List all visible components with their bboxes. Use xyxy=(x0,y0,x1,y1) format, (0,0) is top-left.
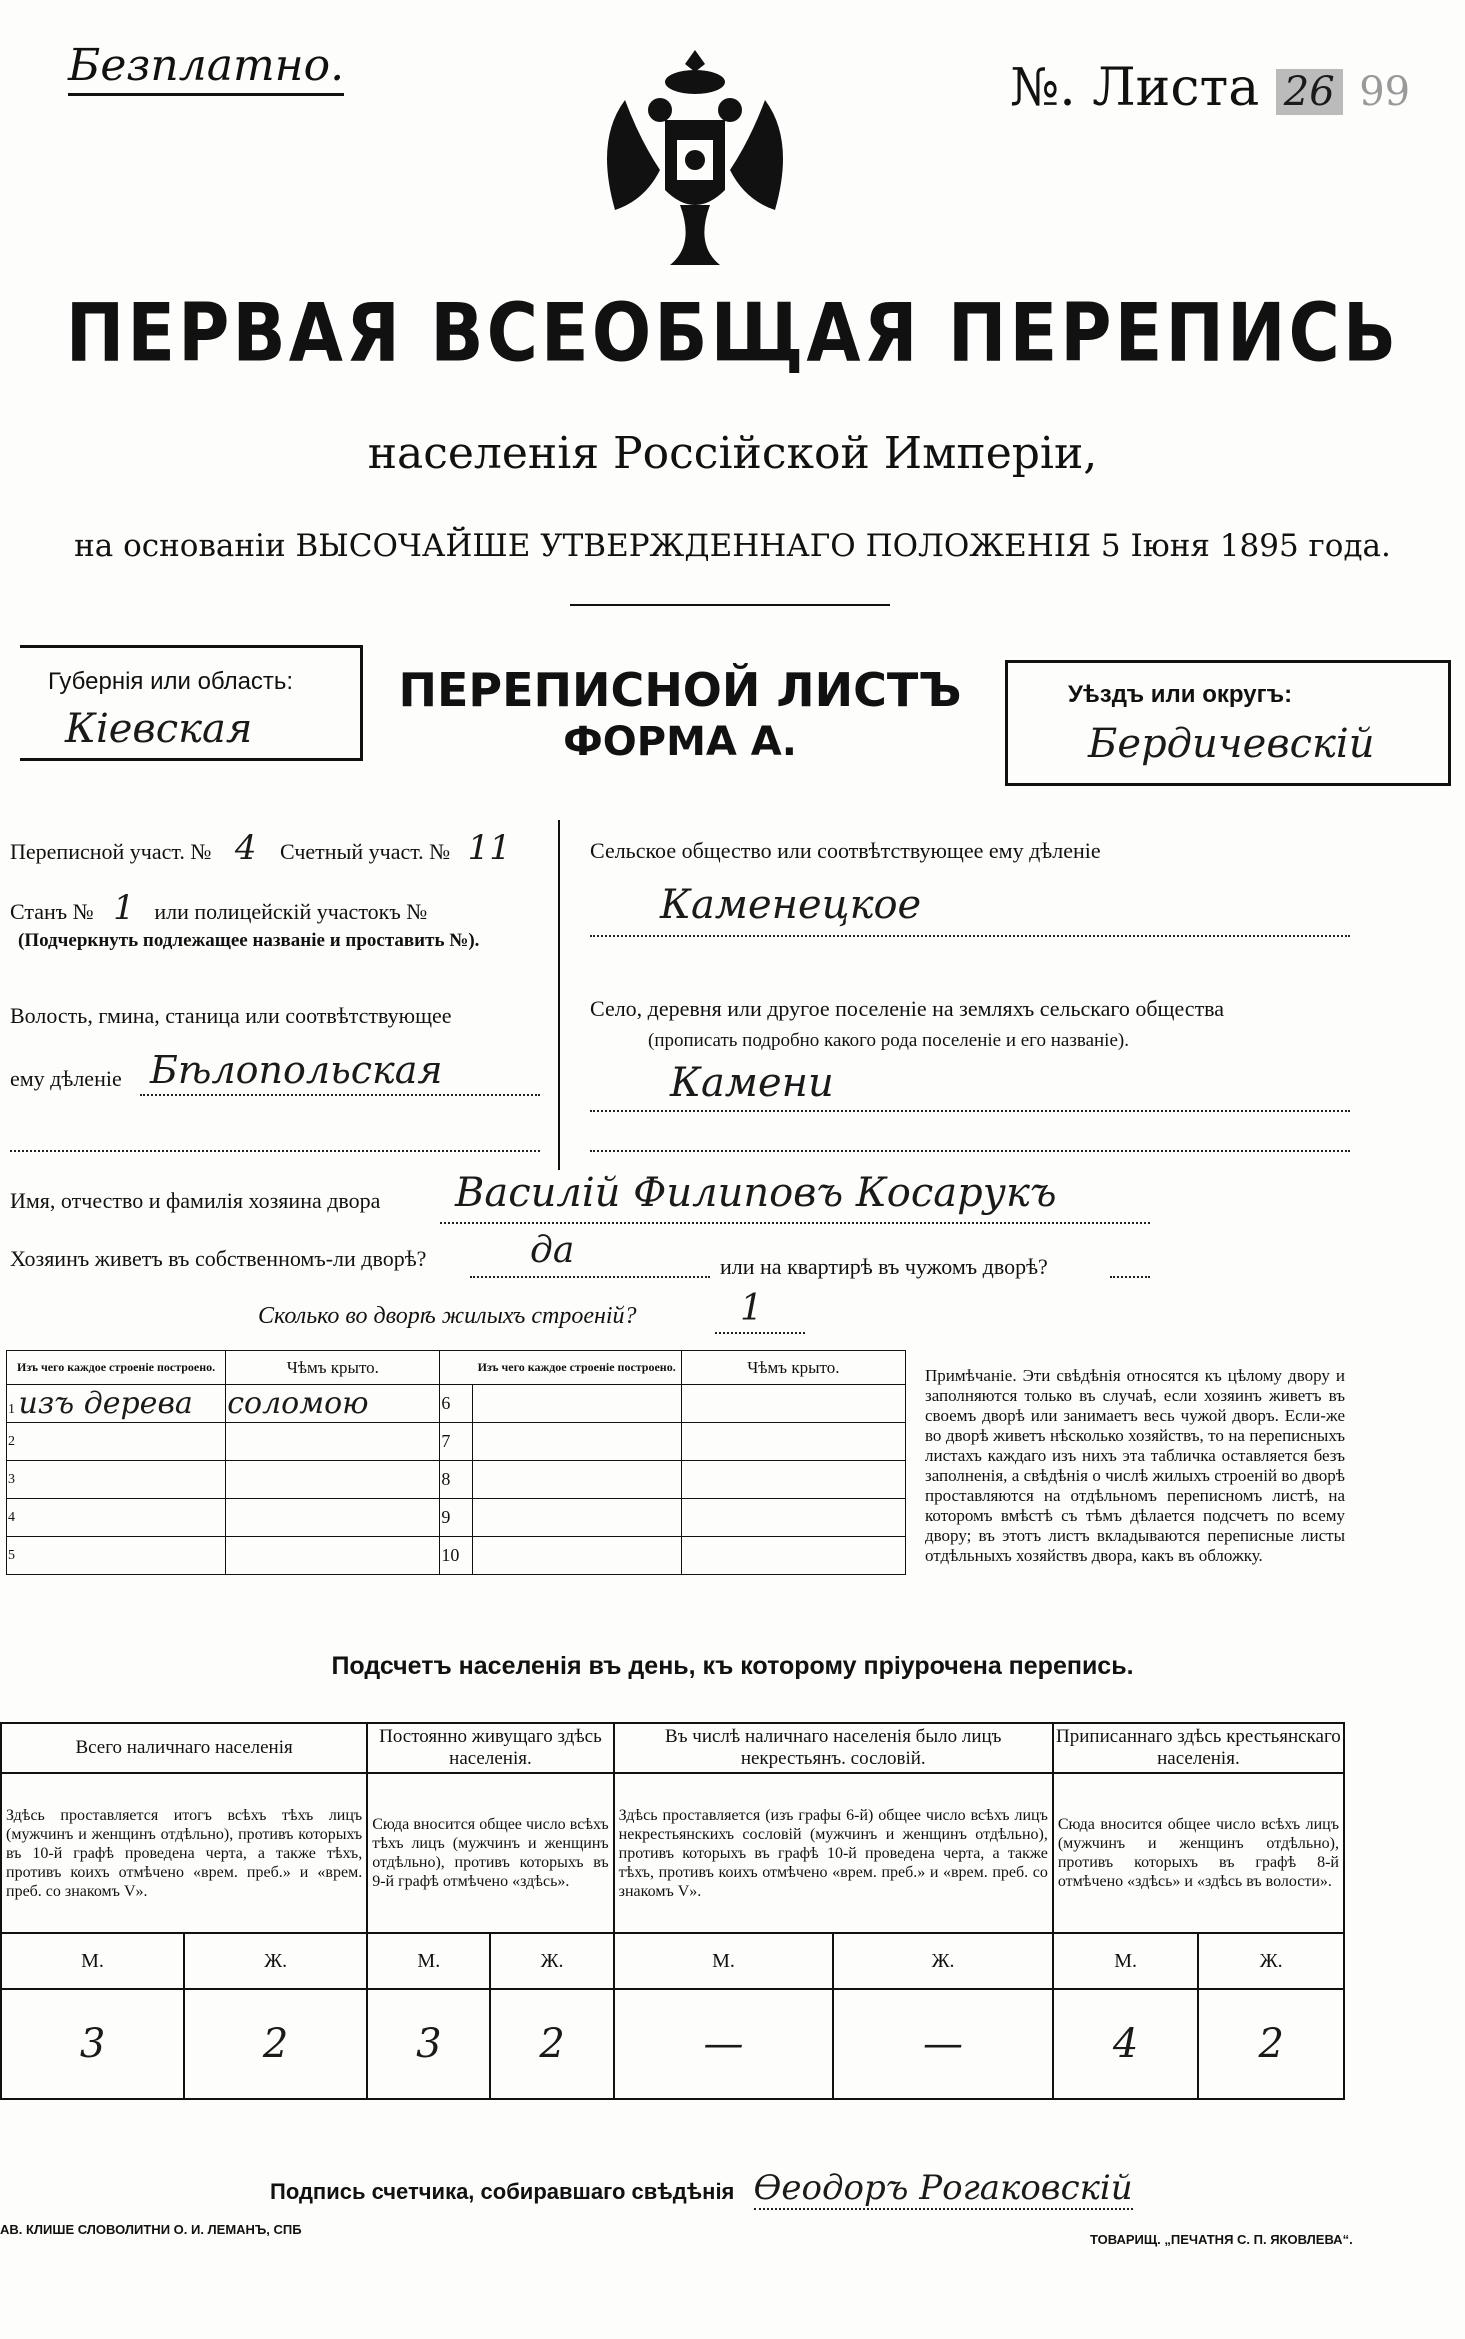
village-value: Камени xyxy=(670,1060,834,1106)
f-label: Ж. xyxy=(833,1933,1053,1989)
structures-note: Примѣчаніе. Эти свѣдѣнія относятся къ цѣлому двору и заполняются только въ случаѣ, если хозяинъ живетъ въ своемъ дворѣ или занимаетъ весь чужой дворъ. Если-же во дворѣ живетъ нѣсколько хозяйствъ, то на переписныхъ листахъ каждаго изъ нихъ эта табличка оставляется безъ заполненія, а свѣдѣнія о числѣ жилыхъ строеній во дворѣ проставляются на отдѣльномъ переписномъ листѣ, на которомъ вмѣстѣ съ тѣмъ дѣлается подсчетъ по всему двору; въ этотъ листъ вкладываются переписные листы отдѣльныхъ хозяйствъ двора, какъ въ обложку. xyxy=(925,1366,1345,1565)
own-yard-line xyxy=(470,1276,710,1278)
police-label: или полицейскій участокъ № xyxy=(154,899,428,924)
village-label: Село, деревня или другое поселеніе на земляхъ сельскаго общества xyxy=(590,996,1225,1021)
uchast-value: 4 xyxy=(234,828,257,868)
gubernia-box xyxy=(20,645,363,761)
underline-note: (Подчеркнуть подлежащее названіе и проставить №). xyxy=(18,930,480,951)
row-num: 1 xyxy=(8,1402,15,1417)
schet-value: 11 xyxy=(467,828,511,868)
pop-f-2: 2 xyxy=(490,1989,613,2099)
buildings-value: 1 xyxy=(740,1288,763,1329)
signature-value: Ѳеодоръ Рогаковскій xyxy=(753,2168,1133,2208)
society-label: Сельское общество или соотвѣтствующее ему дѣленіе xyxy=(590,838,1101,863)
own-yard-label: Хозяинъ живетъ въ собственномъ-ли дворѣ? xyxy=(10,1246,427,1271)
structure-row xyxy=(7,1537,906,1575)
structure-row xyxy=(7,1423,906,1461)
pop-m-2: 3 xyxy=(367,1989,490,2099)
row-num: 6 xyxy=(440,1385,473,1423)
row-num: 3 xyxy=(7,1461,226,1499)
volost-line-2 xyxy=(10,1150,540,1152)
structures-table xyxy=(6,1350,906,1575)
uezd-label: Уѣздъ или округъ: xyxy=(1068,681,1293,708)
buildings-line xyxy=(715,1332,805,1334)
col-material-header: Изъ чего каждое строеніе построено. xyxy=(7,1351,226,1385)
gubernia-label: Губернія или область: xyxy=(48,668,294,695)
f-label: Ж. xyxy=(1198,1933,1344,1989)
census-basis: на основаніи ВЫСОЧАЙШЕ УТВЕРЖДЕННАГО ПОЛОЖЕНІЯ 5 Іюня 1895 года. xyxy=(74,528,1391,564)
volost-label-2: ему дѣленіе xyxy=(10,1066,122,1091)
owner-name-line xyxy=(440,1222,1150,1224)
pop-head-4: Приписаннаго здѣсь крестьянскаго населенія. xyxy=(1053,1723,1344,1773)
row-num: 8 xyxy=(440,1461,473,1499)
village-note: (прописать подробно какого рода поселеніе и его названіе). xyxy=(648,1030,1129,1051)
pop-m-1: 3 xyxy=(1,1989,184,2099)
stan-label: Станъ № xyxy=(10,899,94,924)
pop-f-1: 2 xyxy=(184,1989,367,2099)
row-num: 9 xyxy=(440,1499,473,1537)
uezd-box xyxy=(1005,660,1451,786)
double-headed-eagle-emblem xyxy=(585,40,805,280)
population-title: Подсчетъ населенія въ день, къ которому пріурочена перепись. xyxy=(331,1652,1134,1680)
census-title: ПЕРВАЯ ВСЕОБЩАЯ ПЕРЕПИСЬ xyxy=(65,285,1400,381)
gubernia-value: Кіевская xyxy=(65,706,253,752)
pop-m-4: 4 xyxy=(1053,1989,1199,2099)
society-line xyxy=(590,935,1350,937)
schet-label: Счетный участ. № xyxy=(279,839,451,864)
m-label: М. xyxy=(1,1933,184,1989)
row-num: 5 xyxy=(7,1537,226,1575)
col-material-header-2: Изъ чего каждое строеніе построено. xyxy=(473,1351,682,1385)
free-label: Безплатно. xyxy=(68,40,344,96)
pop-head-3: Въ числѣ наличнаго населенія было лицъ некрестьянъ. сословій. xyxy=(614,1723,1053,1773)
pop-desc-2: Сюда вносится общее число всѣхъ тѣхъ лицъ (мужчинъ и женщинъ отдѣльно), противъ которыхъ въ 9-й графѣ отмѣчено «здѣсь». xyxy=(367,1773,613,1933)
uchast-label: Переписной участ. № xyxy=(10,839,212,864)
village-line-2 xyxy=(590,1150,1350,1152)
row-num: 7 xyxy=(440,1423,473,1461)
stan-value: 1 xyxy=(113,888,135,928)
row-roof: соломою xyxy=(227,1386,369,1421)
uchast-row xyxy=(10,828,523,868)
pop-head-1: Всего наличнаго населенія xyxy=(1,1723,367,1773)
own-yard-value: да xyxy=(530,1230,575,1271)
printer-right: ТОВАРИЩ. „ПЕЧАТНЯ С. П. ЯКОВЛЕВА“. xyxy=(1090,2232,1353,2247)
sheet-note: 99 xyxy=(1359,69,1411,115)
society-value: Каменецкое xyxy=(660,882,922,928)
pop-head-2: Постоянно живущаго здѣсь населенія. xyxy=(367,1723,613,1773)
form-name: ФОРМА А. xyxy=(563,719,797,765)
pop-desc-3: Здѣсь проставляется (изъ графы 6-й) общее число всѣхъ лицъ некрестьянскихъ сословій (мужчинъ и женщинъ отдѣльно), противъ которыхъ въ графѣ 10-й проведена черта, а также тѣхъ, противъ коихъ отмѣчено «врем. преб.» и «врем. преб. со знакомъ V». xyxy=(614,1773,1053,1933)
uezd-value: Бердичевскій xyxy=(1088,721,1375,767)
owner-name-value: Василій Филиповъ Косарукъ xyxy=(455,1170,1057,1216)
pop-f-3: — xyxy=(833,1989,1053,2099)
rent-label: или на квартирѣ въ чужомъ дворѣ? xyxy=(720,1254,1048,1279)
volost-value: Бѣлопольская xyxy=(150,1048,443,1092)
row-num: 4 xyxy=(7,1499,226,1537)
pop-m-3: — xyxy=(614,1989,834,2099)
sheet-label: №. Листа xyxy=(1010,58,1260,118)
f-label: Ж. xyxy=(184,1933,367,1989)
center-title: ПЕРЕПИСНОЙ ЛИСТЪ xyxy=(398,663,962,717)
owner-name-label: Имя, отчество и фамилія хозяина двора xyxy=(10,1188,381,1213)
rent-line xyxy=(1110,1276,1150,1278)
f-label: Ж. xyxy=(490,1933,613,1989)
structure-row xyxy=(7,1499,906,1537)
structure-row xyxy=(7,1461,906,1499)
volost-line xyxy=(140,1094,540,1096)
pop-f-4: 2 xyxy=(1198,1989,1344,2099)
row-num: 2 xyxy=(7,1423,226,1461)
form-center-title xyxy=(370,663,990,765)
village-line xyxy=(590,1110,1350,1112)
signature-label: Подпись счетчика, собиравшаго свѣдѣнія xyxy=(270,2179,735,2204)
census-subtitle: населенія Россійской Имперіи, xyxy=(367,428,1098,479)
population-table xyxy=(0,1722,1345,2100)
pop-desc-4: Сюда вносится общее число всѣхъ лицъ (мужчинъ и женщинъ отдѣльно), противъ которыхъ въ графѣ 8-й отмѣчено «здѣсь» и «здѣсь въ волости». xyxy=(1053,1773,1344,1933)
ornament-divider xyxy=(570,604,890,626)
structure-row xyxy=(7,1385,906,1423)
buildings-label: Сколько во дворѣ жилыхъ строеній? xyxy=(258,1303,637,1329)
m-label: М. xyxy=(367,1933,490,1989)
signature-row xyxy=(270,2168,1133,2208)
m-label: М. xyxy=(614,1933,834,1989)
printer-left: АВ. КЛИШЕ СЛОВОЛИТНИ О. И. ЛЕМАНЪ, СПБ xyxy=(0,2222,302,2237)
row-num: 10 xyxy=(440,1537,473,1575)
col-roof-header-2: Чѣмъ крыто. xyxy=(681,1351,905,1385)
volost-label: Волость, гмина, станица или соотвѣтствующее xyxy=(10,1003,452,1028)
vertical-divider xyxy=(558,820,560,1170)
stan-row xyxy=(10,888,427,928)
col-roof-header: Чѣмъ крыто. xyxy=(226,1351,440,1385)
sheet-number-field xyxy=(1010,58,1410,118)
sheet-number: 26 xyxy=(1276,69,1343,115)
row-material: изъ дерева xyxy=(18,1386,193,1421)
m-label: М. xyxy=(1053,1933,1199,1989)
pop-desc-1: Здѣсь проставляется итогъ всѣхъ тѣхъ лицъ (мужчинъ и женщинъ отдѣльно), противъ которыхъ въ 10-й графѣ проведена черта, а также тѣхъ, противъ коихъ отмѣчено «врем. преб.» и «врем. преб. со знакомъ V». xyxy=(1,1773,367,1933)
